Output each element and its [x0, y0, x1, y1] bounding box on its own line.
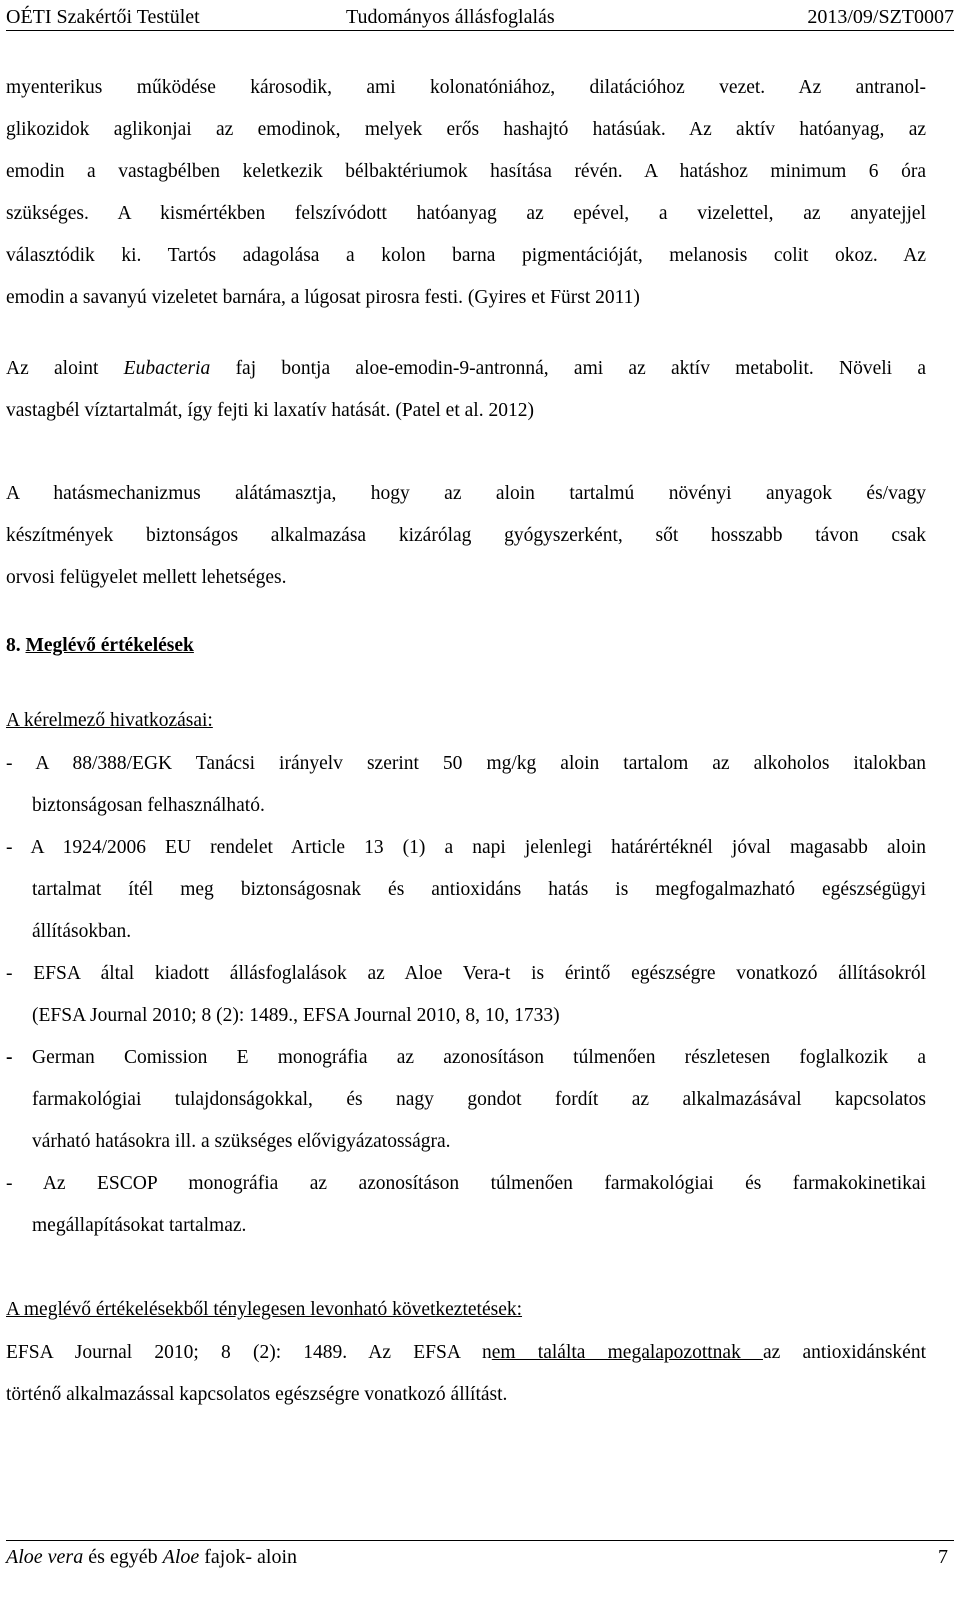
list-item-continuation: (EFSA Journal 2010; 8 (2): 1489., EFSA Journal 2010, 8, 10, 1733): [32, 1005, 560, 1026]
conclusion-text: az antioxidánsként: [763, 1342, 926, 1363]
list-item: - A 1924/2006 EU rendelet Article 13 (1) a napi jelenlegi határértéknél jóval magasabb aloin: [6, 837, 926, 858]
list-item-continuation: megállapításokat tartalmaz.: [32, 1215, 247, 1236]
conclusion-line: történő alkalmazással kapcsolatos egészségre vonatkozó állítást.: [6, 1384, 508, 1405]
header-document-id: 2013/09/SZT0007: [807, 6, 954, 28]
paragraph-3-line: orvosi felügyelet mellett lehetséges.: [6, 567, 287, 588]
italic-term: Eubacteria: [123, 358, 211, 379]
conclusion-line: [6, 1341, 926, 1365]
subheading: [6, 709, 926, 733]
list-item-continuation: biztonságosan felhasználható.: [32, 795, 265, 816]
header-organization: OÉTI Szakértői Testület: [6, 6, 200, 28]
paragraph-2-text: Az aloint: [6, 358, 124, 379]
subheading-text: A kérelmező hivatkozásai:: [6, 710, 213, 731]
paragraph-3-line: készítmények biztonságos alkalmazása kizárólag gyógyszerként, sőt hosszabb távon csak: [6, 525, 926, 546]
list-item: - A 88/388/EGK Tanácsi irányelv szerint 50 mg/kg aloin tartalom az alkoholos italokban: [6, 753, 926, 774]
paragraph-1-line: emodin a savanyú vizeletet barnára, a lúgosat pirosra festi. (Gyires et Fürst 2011): [6, 287, 640, 308]
paragraph-1-line: myenterikus működése károsodik, ami kolonatóniához, dilatációhoz vezet. Az antranol-: [6, 77, 926, 98]
conclusion-text: EFSA Journal 2010; 8 (2): 1489. Az EFSA n: [6, 1342, 492, 1363]
paragraph-1-line: szükséges. A kismértékben felszívódott hatóanyag az epével, a vizelettel, az anyatejjel: [6, 203, 926, 224]
section-number: 8.: [6, 635, 26, 656]
list-item-continuation: állításokban.: [32, 921, 132, 942]
paragraph-2-text: faj bontja aloe-emodin-9-antronná, ami az aktív metabolit. Növeli a: [210, 358, 926, 379]
paragraph-1-line: glikozidok aglikonjai az emodinok, melyek erős hashajtó hatásúak. Az aktív hatóanyag, az: [6, 119, 926, 140]
section-title: Meglévő értékelések: [25, 635, 194, 656]
paragraph-1-line: választódik ki. Tartós adagolása a kolon barna pigmentációját, melanosis colit okoz. Az: [6, 245, 926, 266]
paragraph-2-line: [6, 357, 926, 381]
paragraph-3-line: A hatásmechanizmus alátámasztja, hogy az aloin tartalmú növényi anyagok és/vagy: [6, 483, 926, 504]
list-item-continuation: várható hatásokra ill. a szükséges elővigyázatosságra.: [32, 1131, 451, 1152]
list-bullet-dash: -: [6, 1047, 13, 1068]
list-item: - Az ESCOP monográfia az azonosításon túlmenően farmakológiai és farmakokinetikai: [6, 1173, 926, 1194]
list-item: German Comission E monográfia az azonosításon túlmenően részletesen foglalkozik a: [32, 1047, 926, 1068]
paragraph-1-line: emodin a vastagbélben keletkezik bélbaktériumok hasítása révén. A hatáshoz minimum 6 óra: [6, 161, 926, 182]
footer-title: Aloe vera és egyéb Aloe fajok- aloin: [6, 1546, 298, 1568]
paragraph-2-line: vastagbél víztartalmát, így fejti ki laxatív hatását. (Patel et al. 2012): [6, 400, 534, 421]
section-heading: [6, 634, 926, 658]
conclusion-underlined-text: em találta megalapozottnak: [491, 1342, 764, 1363]
page-header: [6, 4, 954, 31]
page-footer: [6, 1540, 954, 1573]
list-item-continuation: farmakológiai tulajdonságokkal, és nagy gondot fordít az alkalmazásával kapcsolatos: [32, 1089, 926, 1110]
list-item-continuation: tartalmat ítél meg biztonságosnak és antioxidáns hatás is megfogalmazható egészségügyi: [32, 879, 926, 900]
page-number: 7: [938, 1546, 948, 1568]
subheading-text: A meglévő értékelésekből ténylegesen levonható következtetések:: [6, 1299, 523, 1320]
header-document-type: Tudományos állásfoglalás: [346, 6, 555, 28]
subheading: [6, 1298, 926, 1322]
list-item: - EFSA által kiadott állásfoglalások az Aloe Vera-t is érintő egészségre vonatkozó állításokról: [6, 963, 926, 984]
